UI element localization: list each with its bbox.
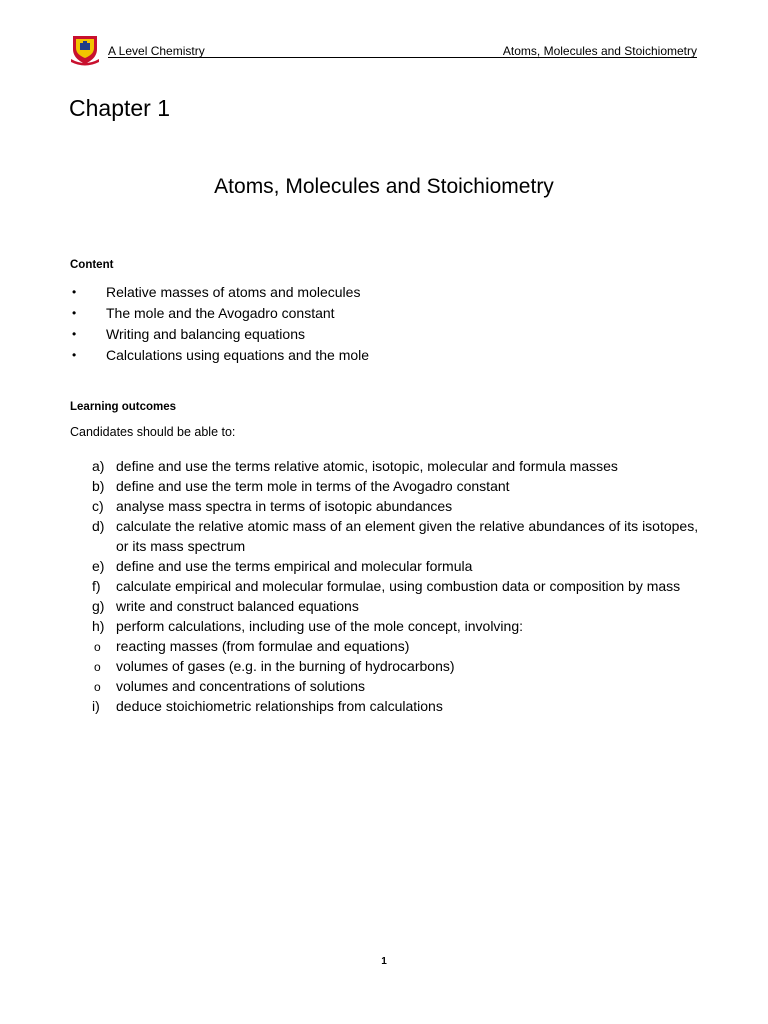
bullet-icon: • — [72, 306, 77, 320]
outcome-text: define and use the terms relative atomic, isotopic, molecular and formula masses — [116, 458, 618, 474]
page-number: 1 — [381, 956, 387, 967]
bullet-icon: • — [72, 285, 77, 299]
outcome-item — [70, 476, 710, 496]
outcome-text: analyse mass spectra in terms of isotopic abundances — [116, 498, 453, 514]
outcome-text: perform calculations, including use of the mole concept, involving: — [116, 618, 523, 634]
header-chapter-title: Atoms, Molecules and Stoichiometry — [502, 44, 697, 58]
outcome-item — [70, 456, 710, 476]
outcome-sublist — [70, 636, 710, 696]
outcome-text: write and construct balanced equations — [116, 598, 359, 614]
outcome-marker: g) — [92, 598, 105, 614]
learning-outcomes-intro: Candidates should be able to: — [70, 425, 236, 439]
learning-outcomes-heading: Learning outcomes — [70, 401, 177, 413]
header-course-name: A Level Chemistry — [108, 44, 205, 58]
list-item-text: Writing and balancing equations — [106, 326, 305, 342]
sub-bullet-icon: o — [94, 640, 101, 654]
outcome-text: define and use the terms empirical and molecular formula — [116, 558, 473, 574]
outcome-item — [70, 616, 710, 696]
bullet-icon: • — [72, 348, 77, 362]
outcome-text: deduce stoichiometric relationships from calculations — [116, 698, 443, 714]
outcome-item — [70, 596, 710, 616]
outcome-text: calculate empirical and molecular formulae, using combustion data or composition by mass — [116, 578, 681, 594]
chapter-label: Chapter 1 — [69, 95, 171, 121]
list-item-text: The mole and the Avogadro constant — [106, 305, 335, 321]
sub-list-item-text: volumes of gases (e.g. in the burning of hydrocarbons) — [116, 658, 455, 674]
outcome-marker: h) — [92, 618, 105, 634]
outcome-marker: c) — [92, 498, 104, 514]
outcome-item — [70, 496, 710, 516]
outcome-marker: e) — [92, 558, 105, 574]
sub-bullet-icon: o — [94, 660, 101, 674]
page-title: Atoms, Molecules and Stoichiometry — [214, 175, 554, 198]
sub-list-item-text: volumes and concentrations of solutions — [116, 678, 366, 694]
header-rule — [108, 57, 697, 58]
sub-list-item — [70, 676, 710, 696]
list-item-text: Relative masses of atoms and molecules — [106, 284, 361, 300]
sub-list-item — [70, 636, 710, 656]
outcome-marker: i) — [92, 698, 100, 714]
learning-outcomes-list — [70, 456, 710, 716]
outcome-marker: f) — [92, 578, 101, 594]
sub-list-item-text: reacting masses (from formulae and equations) — [116, 638, 410, 654]
bullet-icon: • — [72, 327, 77, 341]
outcome-marker: b) — [92, 478, 105, 494]
content-heading: Content — [70, 259, 114, 271]
outcome-text: calculate the relative atomic mass of an element given the relative abundances of its isotopes, or its mass spectrum — [116, 518, 699, 554]
outcome-item — [70, 556, 710, 576]
outcome-marker: d) — [92, 518, 105, 534]
list-item-text: Calculations using equations and the mole — [106, 347, 370, 363]
sub-bullet-icon: o — [94, 680, 101, 694]
outcome-marker: a) — [92, 458, 105, 474]
outcome-text: define and use the term mole in terms of the Avogadro constant — [116, 478, 510, 494]
outcome-item — [70, 576, 710, 596]
sub-list-item — [70, 656, 710, 676]
school-crest-icon — [70, 34, 100, 66]
outcome-item — [70, 516, 710, 556]
outcome-item — [70, 696, 710, 716]
